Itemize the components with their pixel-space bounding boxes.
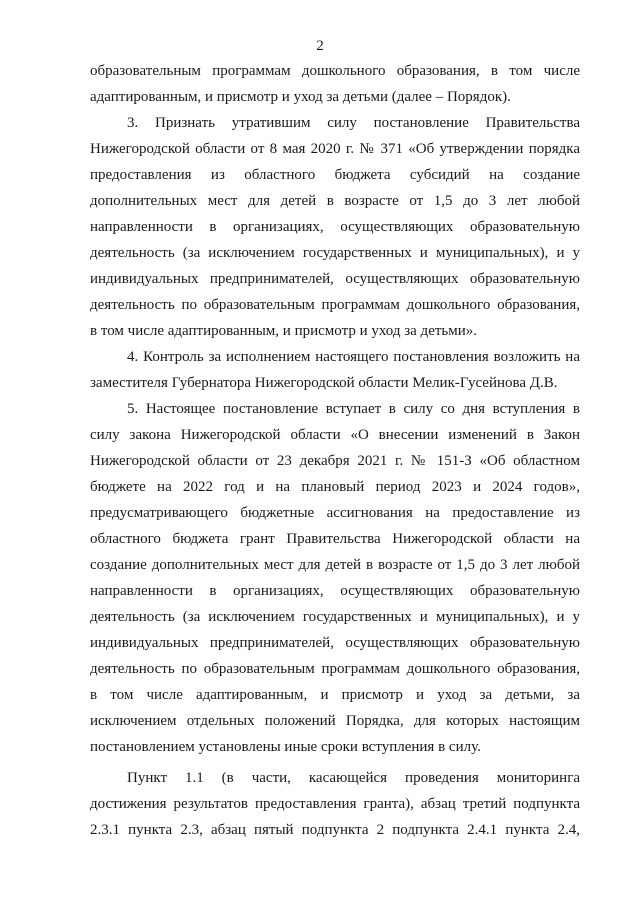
text-line: исключением отдельных положений Порядка, для которых настоящим	[90, 713, 580, 729]
text-line: достижения результатов предоставления гранта), абзац третий подпункта	[90, 796, 580, 812]
text-line: областного бюджета грант Правительства Нижегородской области на	[90, 531, 580, 547]
text-line: направленности в организациях, осуществляющих образовательную	[90, 219, 580, 235]
text-line: Нижегородской области от 23 декабря 2021 г. № 151-З «Об областном	[90, 453, 580, 469]
text-line: индивидуальных предпринимателей, осуществляющих образовательную	[90, 635, 580, 651]
paragraph-item-3	[90, 110, 580, 344]
text-line: создание дополнительных мест для детей в возрасте от 1,5 до 3 лет любой	[90, 557, 580, 573]
text-line: постановлением установлены иные сроки вступления в силу.	[90, 739, 481, 755]
text-line: образовательным программам дошкольного образования, в том числе	[90, 63, 580, 79]
text-line: в том числе адаптированным, и присмотр и уход за детьми, за	[90, 687, 580, 703]
text-line: Пункт 1.1 (в части, касающейся проведения мониторинга	[127, 770, 580, 786]
page-number: 2	[316, 38, 324, 54]
text-line: деятельность по образовательным программам дошкольного образования,	[90, 297, 580, 313]
text-line: 4. Контроль за исполнением настоящего постановления возложить на	[127, 349, 580, 365]
text-line: 5. Настоящее постановление вступает в силу со дня вступления в	[127, 401, 580, 417]
text-line: направленности в организациях, осуществляющих образовательную	[90, 583, 580, 599]
text-line: деятельность по образовательным программам дошкольного образования,	[90, 661, 580, 677]
document-body	[90, 58, 580, 843]
text-line: предусматривающего бюджетные ассигнования на предоставление из	[90, 505, 580, 521]
paragraph-continuation	[90, 58, 580, 110]
paragraph-item-5	[90, 396, 580, 760]
paragraph-punkt-1-1	[90, 765, 580, 843]
text-line: Нижегородской области от 8 мая 2020 г. № 371 «Об утверждении порядка	[90, 141, 580, 157]
text-line: индивидуальных предпринимателей, осуществляющих образовательную	[90, 271, 580, 287]
text-line: дополнительных мест для детей в возрасте от 1,5 до 3 лет любой	[90, 193, 580, 209]
text-line: в том числе адаптированным, и присмотр и уход за детьми».	[90, 323, 478, 339]
text-line: заместителя Губернатора Нижегородской области Мелик-Гусейнова Д.В.	[90, 375, 558, 391]
text-line: деятельность (за исключением государственных и муниципальных), и у	[90, 609, 580, 625]
text-line: 2.3.1 пункта 2.3, абзац пятый подпункта 2 подпункта 2.4.1 пункта 2.4,	[90, 822, 580, 838]
text-line: силу закона Нижегородской области «О внесении изменений в Закон	[90, 427, 580, 443]
text-line: адаптированным, и присмотр и уход за детьми (далее – Порядок).	[90, 89, 511, 105]
text-line: предоставления из областного бюджета субсидий на создание	[90, 167, 580, 183]
text-line: 3. Признать утратившим силу постановление Правительства	[127, 115, 580, 131]
text-line: бюджете на 2022 год и на плановый период 2023 и 2024 годов»,	[90, 479, 580, 495]
text-line: деятельность (за исключением государственных и муниципальных), и у	[90, 245, 580, 261]
paragraph-item-4	[90, 344, 580, 396]
